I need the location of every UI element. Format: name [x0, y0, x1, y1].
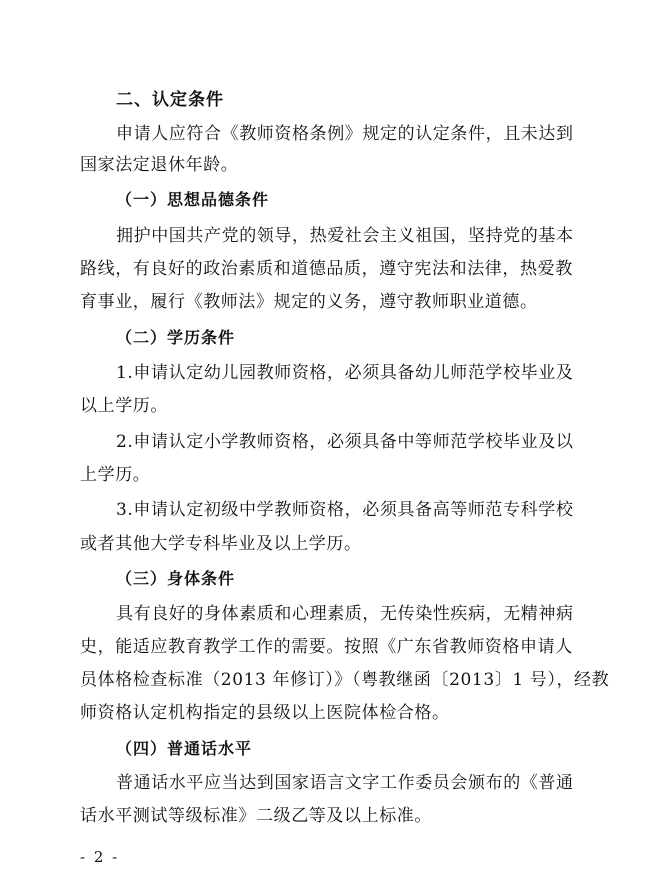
- paragraph-line: 史，能适应教育教学工作的需要。按照《广东省教师资格申请人: [80, 637, 573, 657]
- paragraph-line: 话水平测试等级标准》二级乙等及以上标准。: [80, 806, 432, 826]
- page-number: - 2 -: [80, 848, 120, 866]
- list-item-line: 以上学历。: [80, 396, 168, 416]
- subsection-title: （四）普通话水平: [116, 739, 253, 758]
- list-item-line: 3.申请认定初级中学教师资格，必须具备高等师范专科学校: [116, 500, 574, 520]
- paragraph-line: 普通话水平应当达到国家语言文字工作委员会颁布的《普通: [116, 773, 574, 793]
- paragraph-line: 具有良好的身体素质和心理素质，无传染性疾病，无精神病: [116, 604, 574, 624]
- subsection-title: （二）学历条件: [116, 328, 236, 347]
- subsection-title: （三）身体条件: [116, 569, 236, 588]
- section-title: 二、认定条件: [116, 90, 224, 110]
- paragraph-line: 申请人应符合《教师资格条例》规定的认定条件，且未达到: [116, 124, 574, 144]
- paragraph-line: 拥护中国共产党的领导，热爱社会主义祖国，坚持党的基本: [116, 226, 574, 246]
- paragraph-line: 路线，有良好的政治素质和道德品质，遵守宪法和法律，热爱教: [80, 259, 573, 279]
- paragraph-line: 师资格认定机构指定的县级以上医院体检合格。: [80, 703, 450, 723]
- list-item-line: 上学历。: [80, 465, 151, 485]
- subsection-title: （一）思想品德条件: [116, 190, 270, 209]
- paragraph-line: 国家法定退休年龄。: [80, 155, 239, 175]
- paragraph-line: 育事业，履行《教师法》规定的义务，遵守教师职业道德。: [80, 292, 538, 312]
- list-item-line: 2.申请认定小学教师资格，必须具备中等师范学校毕业及以: [116, 432, 574, 452]
- list-item-line: 1.申请认定幼儿园教师资格，必须具备幼儿师范学校毕业及: [116, 363, 574, 383]
- paragraph-line: 员体格检查标准（2013 年修订）》（粤教继函〔2013〕1 号），经教: [80, 670, 610, 690]
- list-item-line: 或者其他大学专科毕业及以上学历。: [80, 534, 362, 554]
